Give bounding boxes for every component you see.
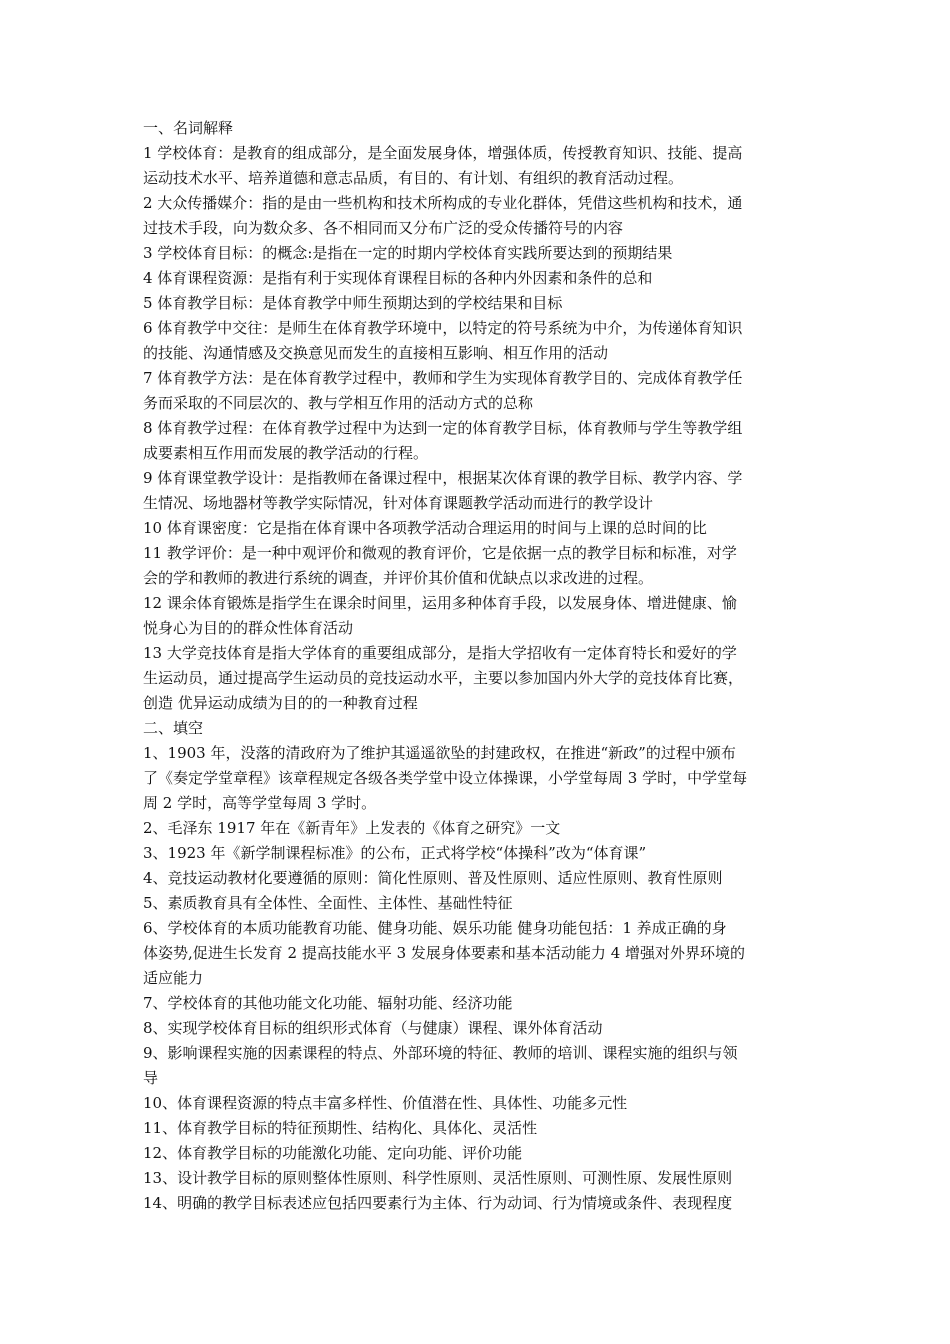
text-line: 9、影响课程实施的因素课程的特点、外部环境的特征、教师的培训、课程实施的组织与领 <box>143 1044 738 1062</box>
text-line: 运动技术水平、培养道德和意志品质，有目的、有计划、有组织的教育活动过程。 <box>143 169 684 187</box>
text-line: 10、体育课程资源的特点丰富多样性、价值潜在性、具体性、功能多元性 <box>143 1094 628 1112</box>
text-line: 1 学校体育：是教育的组成部分，是全面发展身体，增强体质，传授教育知识、技能、提高 <box>143 144 743 162</box>
text-line: 9 体育课堂教学设计：是指教师在备课过程中，根据某次体育课的教学目标、教学内容、学 <box>143 469 743 487</box>
text-line: 2、毛泽东 1917 年在《新青年》上发表的《体育之研究》一文 <box>143 819 561 837</box>
text-line: 11 教学评价：是一种中观评价和微观的教育评价，它是依据一点的教学目标和标准，对学 <box>143 544 737 562</box>
text-line: 生运动员，通过提高学生运动员的竞技运动水平，主要以参加国内外大学的竞技体育比赛， <box>143 669 744 687</box>
text-line: 4 体育课程资源：是指有利于实现体育课程目标的各种内外因素和条件的总和 <box>143 269 653 287</box>
text-line: 12、体育教学目标的功能激化功能、定向功能、评价功能 <box>143 1144 523 1162</box>
section-heading-terms: 一、名词解释 <box>143 119 234 137</box>
section-heading-fill-in: 二、填空 <box>143 719 204 737</box>
text-line: 悦身心为目的的群众性体育活动 <box>143 619 354 637</box>
text-line: 11、体育教学目标的特征预期性、结构化、具体化、灵活性 <box>143 1119 538 1137</box>
text-line: 会的学和教师的教进行系统的调查，并评价其价值和优缺点以求改进的过程。 <box>143 569 654 587</box>
text-line: 7、学校体育的其他功能文化功能、辐射功能、经济功能 <box>143 994 513 1012</box>
text-line: 导 <box>143 1069 159 1087</box>
text-line: 7 体育教学方法：是在体育教学过程中，教师和学生为实现体育教学目的、完成体育教学任 <box>143 369 743 387</box>
text-line: 过技术手段，向为数众多、各不相同而又分布广泛的受众传播符号的内容 <box>143 219 624 237</box>
text-line: 8、实现学校体育目标的组织形式体育（与健康）课程、课外体育活动 <box>143 1019 603 1037</box>
text-line: 12 课余体育锻炼是指学生在课余时间里，运用多种体育手段，以发展身体、增进健康、愉 <box>143 594 737 612</box>
text-line: 适应能力 <box>143 969 204 987</box>
text-line: 周 2 学时，高等学堂每周 3 学时。 <box>143 794 377 812</box>
text-line: 13 大学竞技体育是指大学体育的重要组成部分，是指大学招收有一定体育特长和爱好的学 <box>143 644 737 662</box>
text-line: 1、1903 年，没落的清政府为了维护其遥遥欲坠的封建政权，在推进“新政”的过程中颁布 <box>143 744 736 762</box>
text-line: 务而采取的不同层次的、教与学相互作用的活动方式的总称 <box>143 394 534 412</box>
document-body <box>143 116 811 1216</box>
text-line: 13、设计教学目标的原则整体性原则、科学性原则、灵活性原则、可测性原、发展性原则 <box>143 1169 733 1187</box>
text-line: 2 大众传播媒介：指的是由一些机构和技术所构成的专业化群体，凭借这些机构和技术，通 <box>143 194 743 212</box>
text-line: 成要素相互作用而发展的教学活动的行程。 <box>143 444 429 462</box>
text-line: 14、明确的教学目标表述应包括四要素行为主体、行为动词、行为情境或条件、表现程度 <box>143 1194 733 1212</box>
text-line: 生情况、场地器材等教学实际情况，针对体育课题教学活动而进行的教学设计 <box>143 494 654 512</box>
text-line: 3、1923 年《新学制课程标准》的公布，正式将学校“体操科”改为“体育课” <box>143 844 647 862</box>
text-line: 的技能、沟通情感及交换意见而发生的直接相互影响、相互作用的活动 <box>143 344 609 362</box>
text-line: 10 体育课密度：它是指在体育课中各项教学活动合理运用的时间与上课的总时间的比 <box>143 519 707 537</box>
text-line: 创造 优异运动成绩为目的的一种教育过程 <box>143 694 418 712</box>
text-line: 了《奏定学堂章程》该章程规定各级各类学堂中设立体操课，小学堂每周 3 学时，中学堂每 <box>143 769 748 787</box>
text-line: 8 体育教学过程：在体育教学过程中为达到一定的体育教学目标，体育教师与学生等教学组 <box>143 419 743 437</box>
text-line: 4、竞技运动教材化要遵循的原则：简化性原则、普及性原则、适应性原则、教育性原则 <box>143 869 723 887</box>
text-line: 5 体育教学目标：是体育教学中师生预期达到的学校结果和目标 <box>143 294 563 312</box>
text-line: 6、学校体育的本质功能教育功能、健身功能、娱乐功能 健身功能包括：1 养成正确的身 <box>143 919 727 937</box>
text-line: 5、素质教育具有全体性、全面性、主体性、基础性特征 <box>143 894 513 912</box>
text-line: 6 体育教学中交往：是师生在体育教学环境中，以特定的符号系统为中介，为传递体育知识 <box>143 319 743 337</box>
text-line: 3 学校体育目标：的概念:是指在一定的时期内学校体育实践所要达到的预期结果 <box>143 244 673 262</box>
text-line: 体姿势,促进生长发育 2 提高技能水平 3 发展身体要素和基本活动能力 4 增强对外界环境的 <box>143 944 746 962</box>
